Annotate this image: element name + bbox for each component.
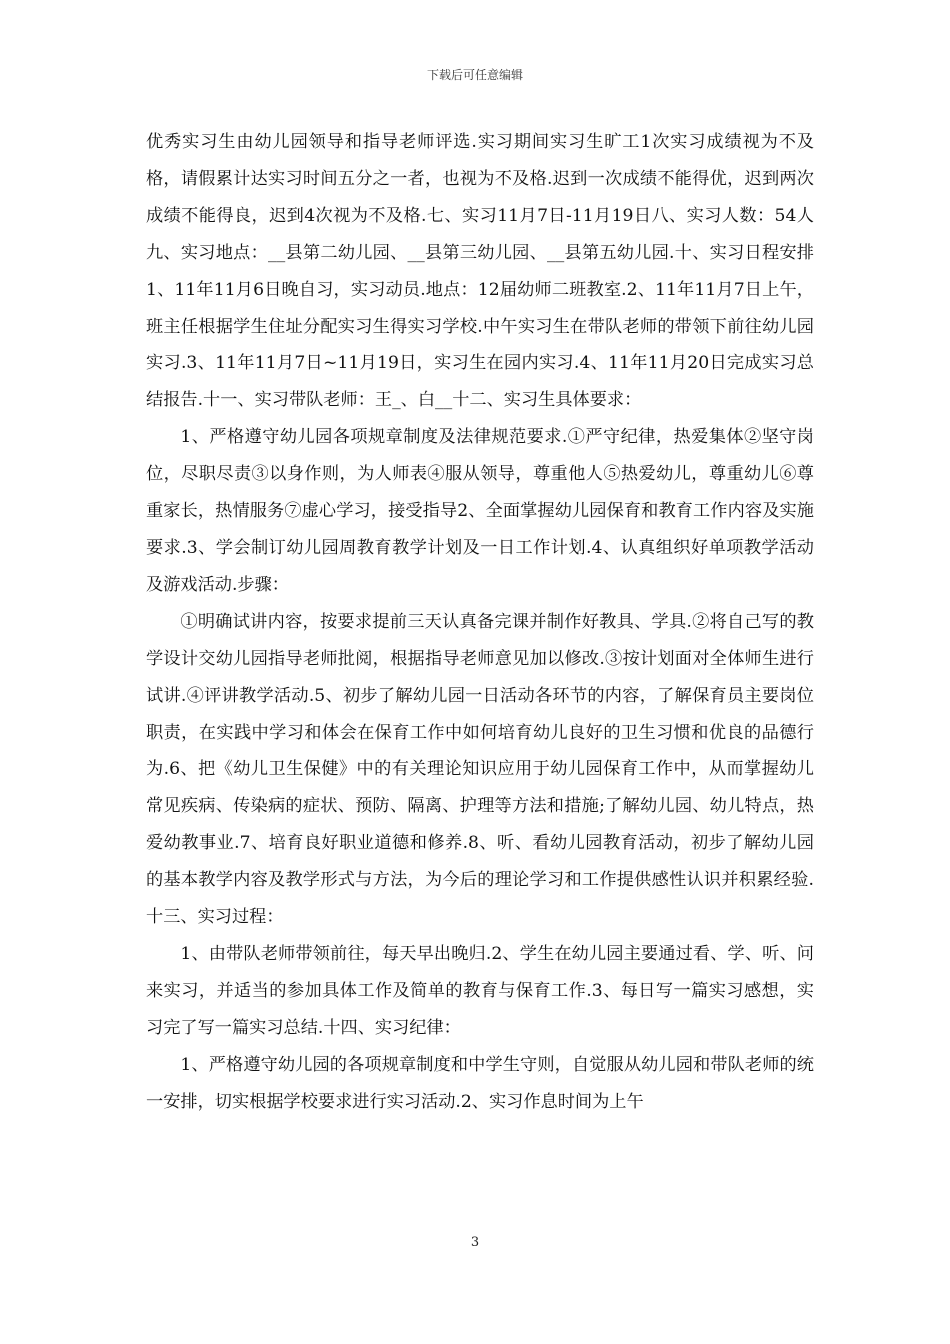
paragraph-internship-discipline: 1、严格遵守幼儿园的各项规章制度和中学生守则，自觉服从幼儿园和带队老师的统一安排，切实根据学校要求进行实习活动.2、实习作息时间为上午 <box>146 1054 814 1112</box>
paragraph-student-requirements: 1、严格遵守幼儿园各项规章制度及法律规范要求.①严守纪律，热爱集体②坚守岗位，尽职尽责③以身作则，为人师表④服从领导，尊重他人⑤热爱幼儿，尊重幼儿⑥尊重家长，热情服务⑦虚心学习，接受指导2、全面掌握幼儿园保育和教育工作内容及实施要求.3、学会制订幼儿园周教育教学计划及一日工作计划.4、认真组织好单项教学活动及游戏活动.步骤： <box>146 427 814 595</box>
page-header: 下载后可任意编辑 <box>426 68 523 82</box>
paragraph-internship-rules: 优秀实习生由幼儿园领导和指导老师评选.实习期间实习生旷工1次实习成绩视为不及格，请假累计达实习时间五分之一者，也视为不及格.迟到一次成绩不能得优，迟到两次成绩不能得良，迟到4次视为不及格.七、实习11月7日-11月19日八、实习人数：54人九、实习地点：__县第二幼儿园、__县第三幼儿园、__县第五幼儿园.十、实习日程安排1、11年11月6日晚自习，实习动员.地点：12届幼师二班教室.2、11年11月7日上午，班主任根据学生住址分配实习生得实习学校.中午实习生在带队老师的带领下前往幼儿园实习.3、11年11月7日~11月19日，实习生在园内实习.4、11年11月20日完成实习总结报告.十一、实习带队老师：王_、白__十二、实习生具体要求： <box>146 132 814 411</box>
document-body <box>146 124 814 1120</box>
paragraph-teaching-steps: ①明确试讲内容，按要求提前三天认真备完课并制作好教具、学具.②将自己写的教学设计交幼儿园指导老师批阅，根据指导老师意见加以修改.③按计划面对全体师生进行试讲.④评讲教学活动.5、初步了解幼儿园一日活动各环节的内容，了解保育员主要岗位职责，在实践中学习和体会在保育工作中如何培育幼儿良好的卫生习惯和优良的品德行为.6、把《幼儿卫生保健》中的有关理论知识应用于幼儿园保育工作中，从而掌握幼儿常见疾病、传染病的症状、预防、隔离、护理等方法和措施;了解幼儿园、幼儿特点，热爱幼教事业.7、培育良好职业道德和修养.8、听、看幼儿园教育活动，初步了解幼儿园的基本教学内容及教学形式与方法，为今后的理论学习和工作提供感性认识并积累经验.十三、实习过程： <box>146 611 814 928</box>
page-number: 3 <box>470 1235 480 1250</box>
paragraph-internship-process: 1、由带队老师带领前往，每天早出晚归.2、学生在幼儿园主要通过看、学、听、问来实习，并适当的参加具体工作及简单的教育与保育工作.3、每日写一篇实习感想，实习完了写一篇实习总结.十四、实习纪律： <box>146 943 814 1038</box>
